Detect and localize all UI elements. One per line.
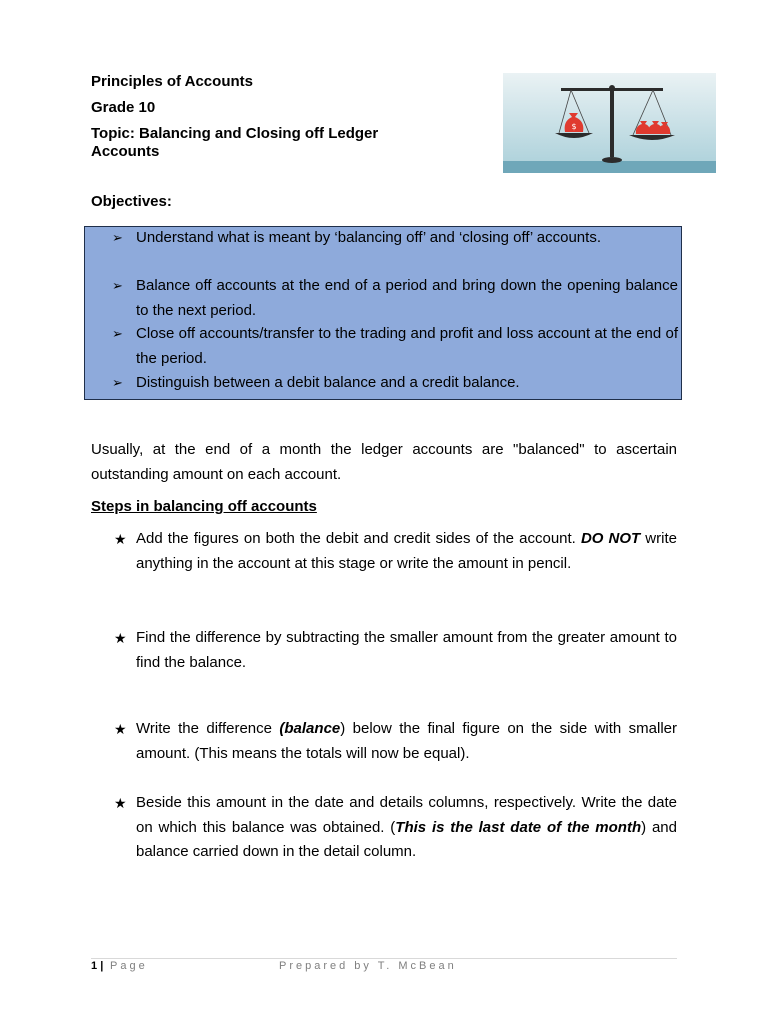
objective-item — [112, 371, 678, 396]
svg-text:$: $ — [571, 122, 577, 131]
grade-title: Grade 10 — [91, 99, 156, 116]
footer-page-label: Page — [110, 960, 148, 972]
step-text: Find the difference by subtracting the smaller amount from the greater amount to find the balance. — [136, 629, 677, 671]
footer-page-number: 1 | — [91, 960, 104, 972]
objective-text: Balance off accounts at the end of a period and bring down the opening balance to the next period. — [136, 277, 678, 319]
footer-divider — [91, 958, 677, 959]
step-item — [114, 626, 677, 675]
objective-text: Close off accounts/transfer to the trading and profit and loss account at the end of the period. — [136, 325, 678, 367]
step-item — [114, 527, 677, 576]
objectives-box — [84, 226, 682, 400]
footer-prepared-by: Prepared by T. McBean — [279, 960, 457, 972]
objectives-title: Objectives: — [91, 193, 172, 210]
objective-item — [112, 322, 678, 371]
step-text: Write the difference (balance) below the final figure on the side with smaller amount. (This means the totals will now be equal). — [136, 720, 678, 762]
star-bullet-icon: ★ — [114, 721, 127, 737]
subject-title: Principles of Accounts — [91, 73, 253, 90]
step-item — [114, 717, 677, 766]
balance-scale-money-bags-icon — [503, 73, 716, 173]
objective-item — [112, 274, 678, 323]
step-item — [114, 791, 677, 865]
arrow-bullet-icon: ➢ — [112, 230, 123, 245]
arrow-bullet-icon: ➢ — [112, 278, 123, 293]
topic-title-line2: Accounts — [91, 143, 160, 160]
arrow-bullet-icon: ➢ — [112, 326, 123, 341]
arrow-bullet-icon: ➢ — [112, 375, 123, 390]
objective-text: Distinguish between a debit balance and a credit balance. — [136, 374, 520, 391]
star-bullet-icon: ★ — [114, 795, 127, 811]
intro-paragraph: Usually, at the end of a month the ledger accounts are "balanced" to ascertain outstanding amount on each account. — [91, 441, 677, 483]
step-text: Beside this amount in the date and details columns, respectively. Write the date on which this balance was obtained. (This is the last date of the month) and balance carried down in the detail column. — [136, 794, 677, 860]
step-text: Add the figures on both the debit and credit sides of the account. DO NOT write anything in the account at this stage or write the amount in pencil. — [136, 530, 677, 572]
objective-text: Understand what is meant by ‘balancing off’ and ‘closing off’ accounts. — [136, 229, 601, 246]
star-bullet-icon: ★ — [114, 531, 127, 547]
star-bullet-icon: ★ — [114, 630, 127, 646]
topic-title-line1: Topic: Balancing and Closing off Ledger — [91, 125, 379, 142]
steps-title: Steps in balancing off accounts — [91, 498, 317, 515]
objective-item — [112, 226, 678, 251]
